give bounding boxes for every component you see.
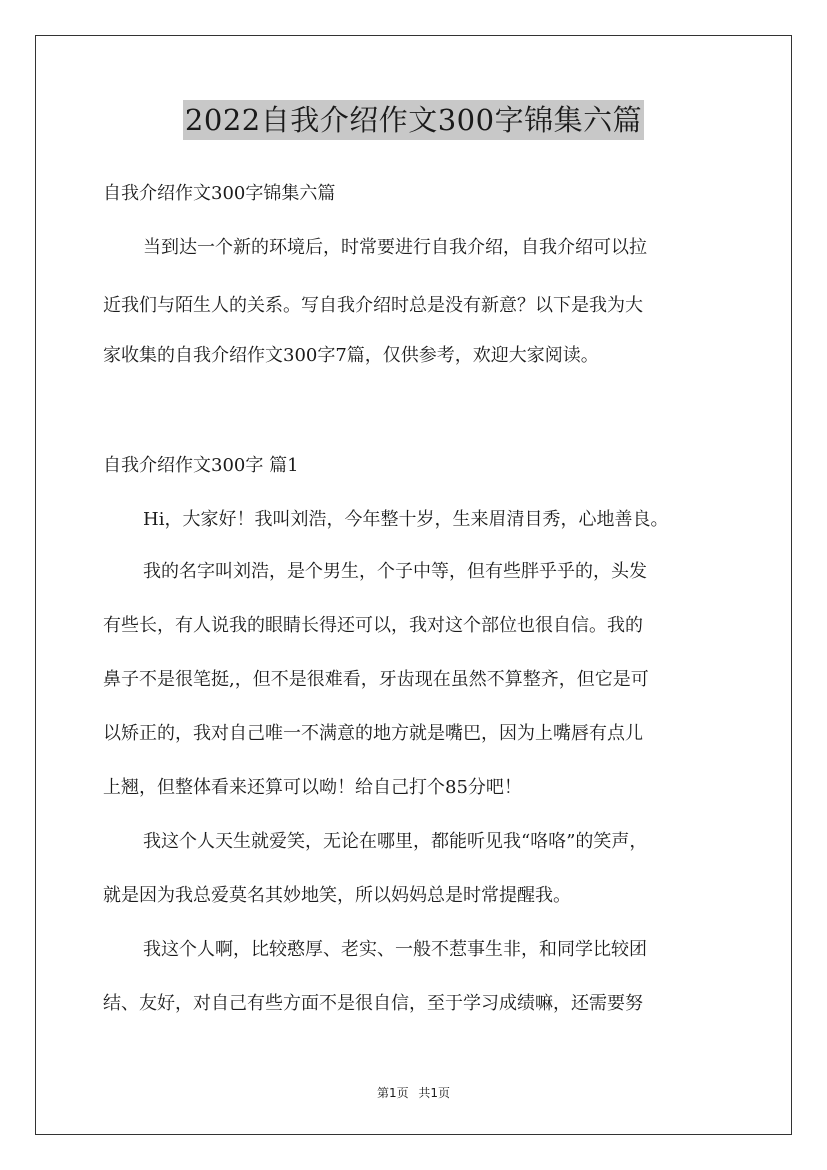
- intro-line: 当到达一个新的环境后，时常要进行自我介绍，自我介绍可以拉: [143, 237, 647, 258]
- page-total: 共1页: [418, 1086, 451, 1100]
- section-heading: 自我介绍作文300字 篇1: [103, 455, 299, 476]
- page-footer: [0, 1084, 827, 1101]
- page-number: 第1页: [376, 1086, 409, 1100]
- intro-line: 近我们与陌生人的关系。写自我介绍时总是没有新意？以下是我为大: [103, 295, 643, 316]
- intro-line: 家收集的自我介绍作文300字7篇，仅供参考，欢迎大家阅读。: [103, 345, 599, 366]
- body-line: 我这个人天生就爱笑，无论在哪里，都能听见我“咯咯”的笑声，: [143, 831, 648, 852]
- subtitle: 自我介绍作文300字锦集六篇: [103, 183, 336, 204]
- body-line: 以矫正的，我对自己唯一不满意的地方就是嘴巴，因为上嘴唇有点儿: [103, 723, 643, 744]
- title-container: [0, 100, 827, 140]
- body-line: 上翘，但整体看来还算可以呦！给自己打个85分吧！: [103, 777, 522, 798]
- body-line: 鼻子不是很笔挺,，但不是很难看，牙齿现在虽然不算整齐，但它是可: [103, 669, 649, 690]
- body-line: 就是因为我总爱莫名其妙地笑，所以妈妈总是时常提醒我。: [103, 885, 571, 906]
- document-title: 2022自我介绍作文300字锦集六篇: [183, 100, 644, 140]
- body-line: 结、友好，对自己有些方面不是很自信，至于学习成绩嘛，还需要努: [103, 993, 643, 1014]
- body-line: 我这个人啊，比较憨厚、老实、一般不惹事生非，和同学比较团: [143, 939, 647, 960]
- body-line: 我的名字叫刘浩，是个男生，个子中等，但有些胖乎乎的，头发: [143, 561, 647, 582]
- body-line: 有些长，有人说我的眼睛长得还可以，我对这个部位也很自信。我的: [103, 615, 643, 636]
- body-line: Hi，大家好！我叫刘浩，今年整十岁，生来眉清目秀，心地善良。: [143, 509, 669, 530]
